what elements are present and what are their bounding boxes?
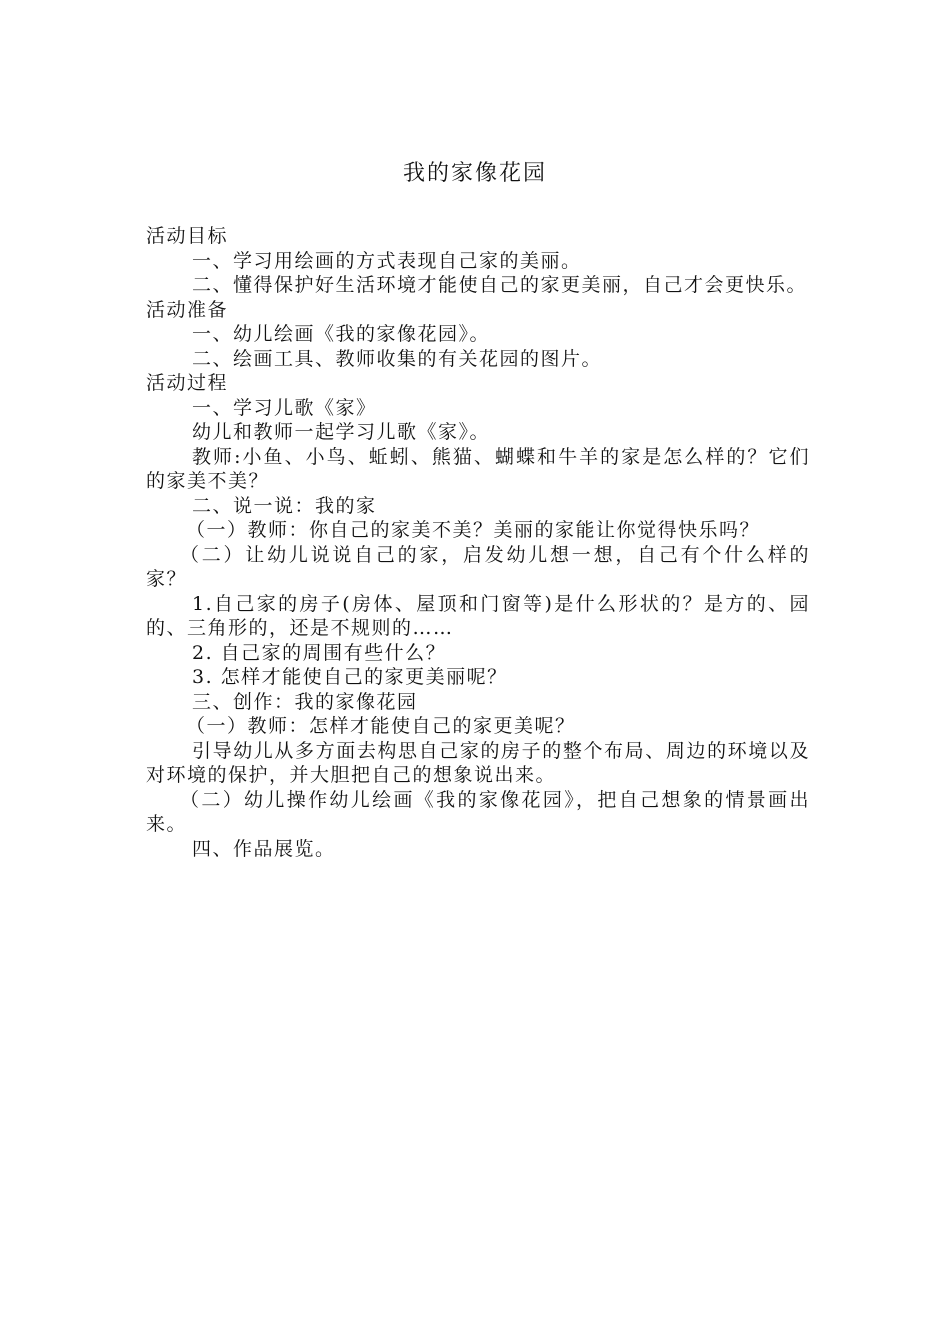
paragraph: （二）幼儿操作幼儿绘画《我的家像花园》，把自己想象的情景画出来。 [146,788,810,835]
paragraph: 1.自己家的房子(房体、屋顶和门窗等)是什么形状的？是方的、园的、三角形的，还是不规则的…… [146,592,810,639]
section-heading: 活动目标 [146,225,229,247]
paragraph: 幼儿和教师一起学习儿歌《家》。 [192,421,491,443]
paragraph: （二）让幼儿说说自己的家，启发幼儿想一想，自己有个什么样的家？ [146,543,810,590]
document-title: 我的家像花园 [402,161,547,186]
paragraph: （一）教师：怎样才能使自己的家更美呢？ [186,715,576,737]
section-heading: 活动过程 [146,372,229,394]
paragraph: 二、说一说：我的家 [192,494,377,517]
document-body [146,224,810,861]
paragraph: 教师:小鱼、小鸟、蚯蚓、熊猫、蝴蝶和牛羊的家是怎么样的？它们的家美不美？ [146,445,810,492]
paragraph: 2. 自己家的周围有些什么？ [192,641,447,664]
paragraph: 3. 怎样才能使自己的家更美丽呢？ [192,666,508,688]
paragraph: （一）教师：你自己的家美不美？美丽的家能让你觉得快乐吗？ [186,519,761,541]
paragraph: 一、幼儿绘画《我的家像花园》。 [192,323,491,345]
paragraph: 一、学习用绘画的方式表现自己家的美丽。 [192,249,582,272]
paragraph: 三、创作：我的家像花园 [192,690,418,713]
paragraph: 一、学习儿歌《家》 [192,396,377,419]
paragraph: 四、作品展览。 [192,837,336,860]
paragraph: 引导幼儿从多方面去构思自己家的房子的整个布局、周边的环境以及对环境的保护，并大胆把自己的想象说出来。 [146,739,810,786]
paragraph: 二、懂得保护好生活环境才能使自己的家更美丽，自己才会更快乐。 [192,274,808,296]
paragraph: 二、绘画工具、教师收集的有关花园的图片。 [192,347,603,370]
section-heading: 活动准备 [146,298,229,321]
